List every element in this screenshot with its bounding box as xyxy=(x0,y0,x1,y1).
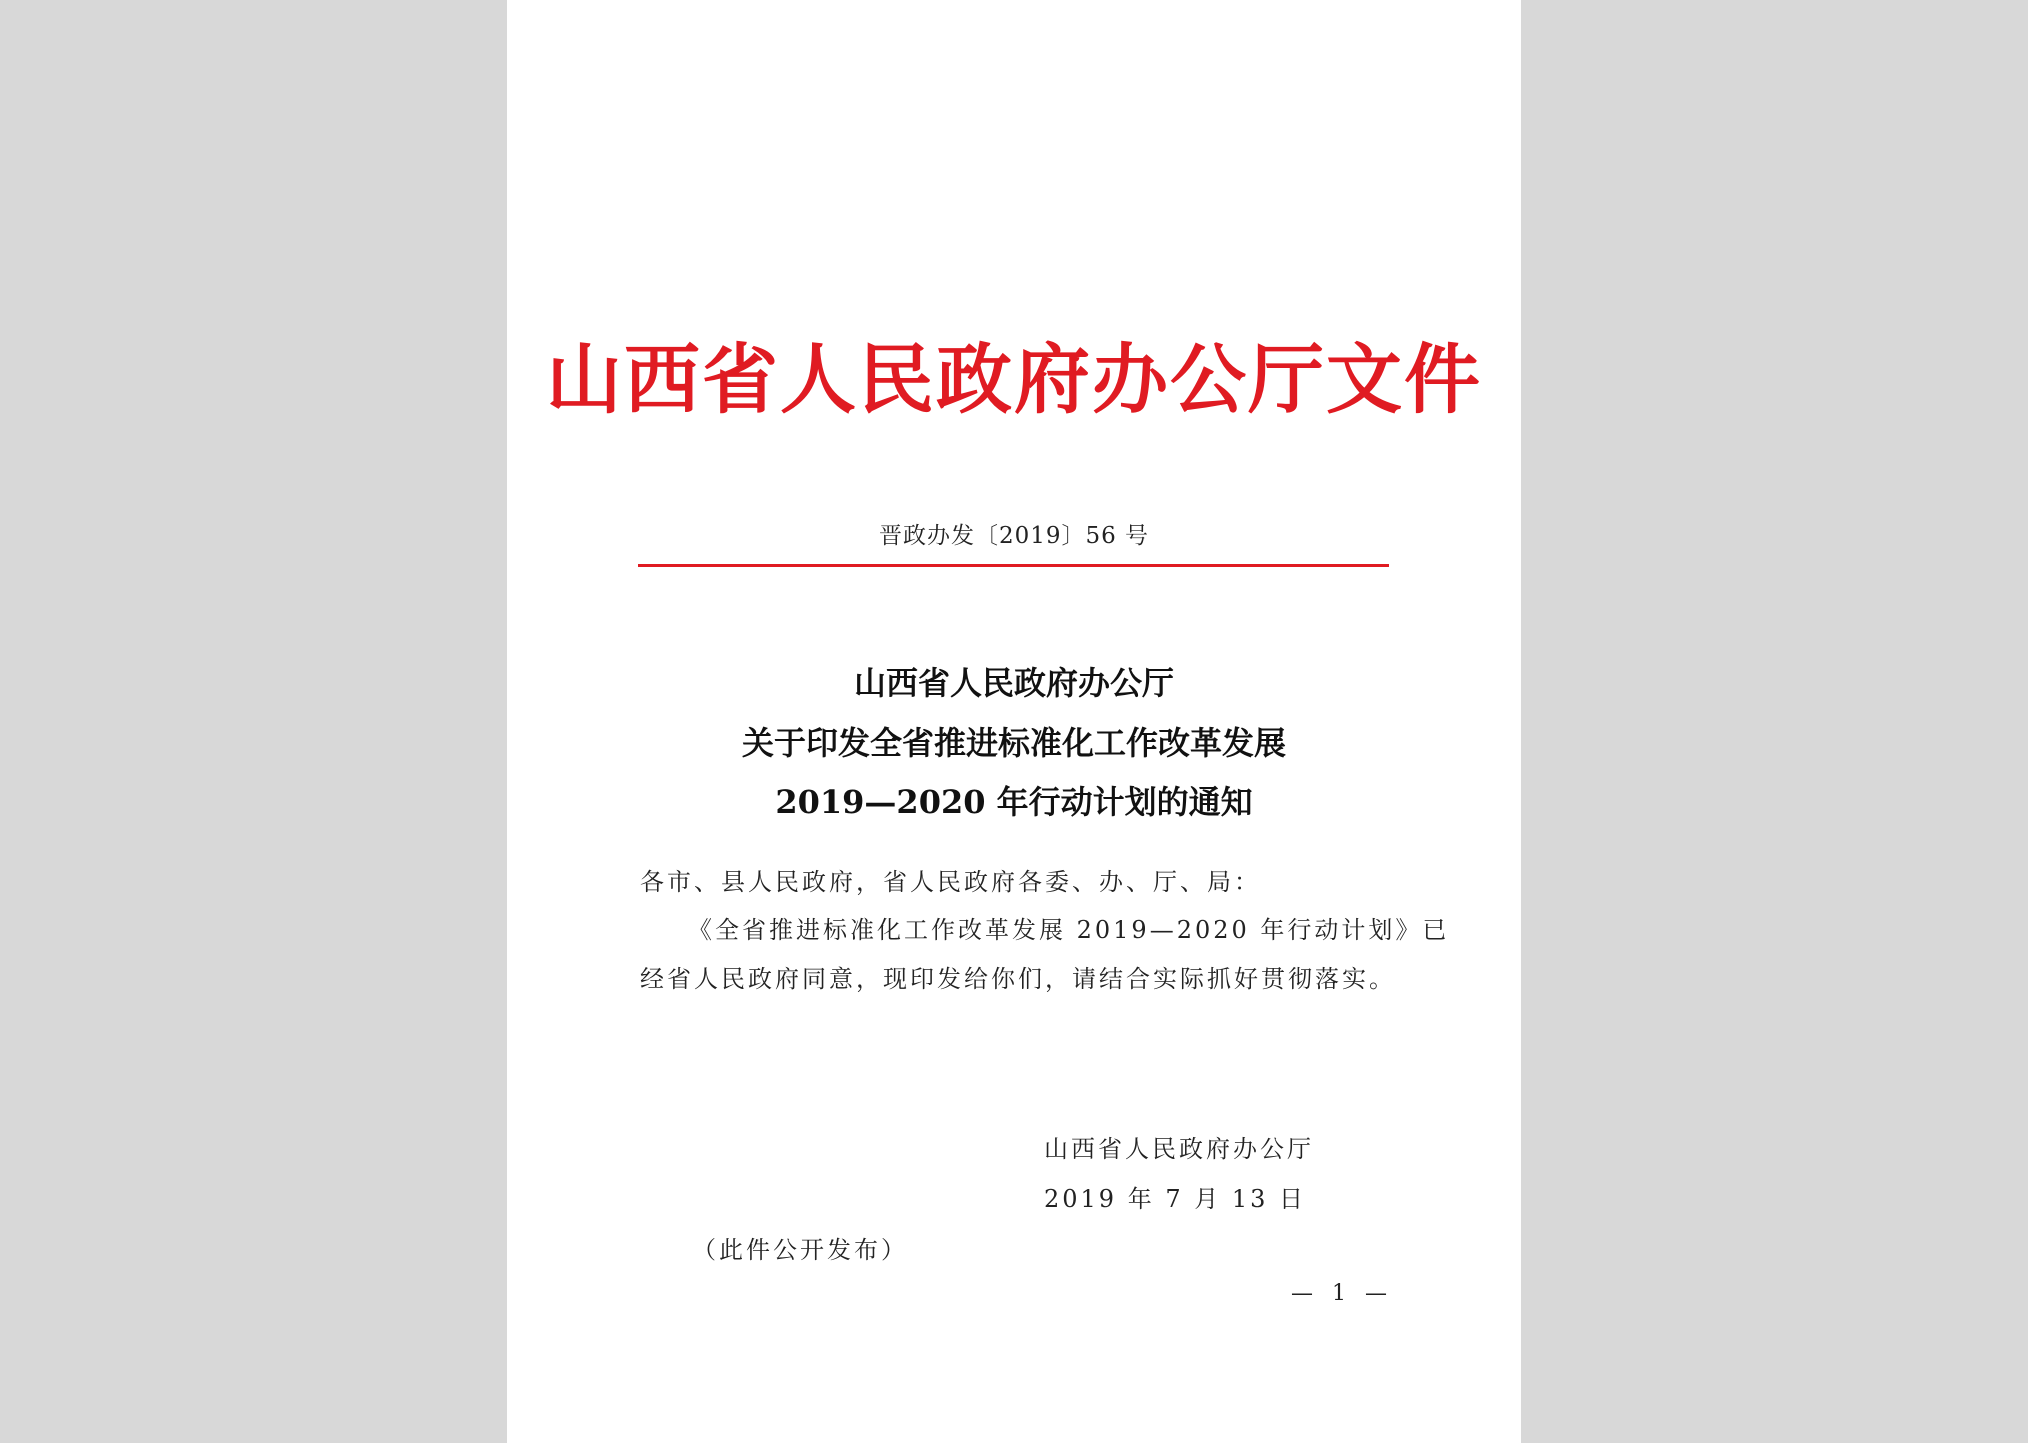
public-release-note: （此件公开发布） xyxy=(692,1236,908,1264)
notice-title-line-2: 关于印发全省推进标准化工作改革发展 xyxy=(741,724,1286,762)
signature-organization: 山西省人民政府办公厅 xyxy=(1044,1135,1314,1163)
body-paragraph-line-2: 经省人民政府同意，现印发给你们，请结合实际抓好贯彻落实。 xyxy=(640,965,1396,993)
page-number: — 1 — xyxy=(1291,1281,1393,1306)
body-paragraph-line-1: 《全省推进标准化工作改革发展 2019—2020 年行动计划》已 xyxy=(688,916,1450,944)
red-separator-line xyxy=(638,564,1389,567)
document-header-title: 山西省人民政府办公厅文件 xyxy=(546,335,1482,424)
notice-title-line-3: 2019—2020 年行动计划的通知 xyxy=(775,783,1253,821)
notice-title-line-1: 山西省人民政府办公厅 xyxy=(853,664,1174,702)
document-page xyxy=(507,0,1521,1443)
signature-date: 2019 年 7 月 13 日 xyxy=(1044,1185,1307,1213)
document-number: 晋政办发〔2019〕56 号 xyxy=(878,523,1150,549)
addressee-line: 各市、县人民政府，省人民政府各委、办、厅、局： xyxy=(640,868,1261,896)
